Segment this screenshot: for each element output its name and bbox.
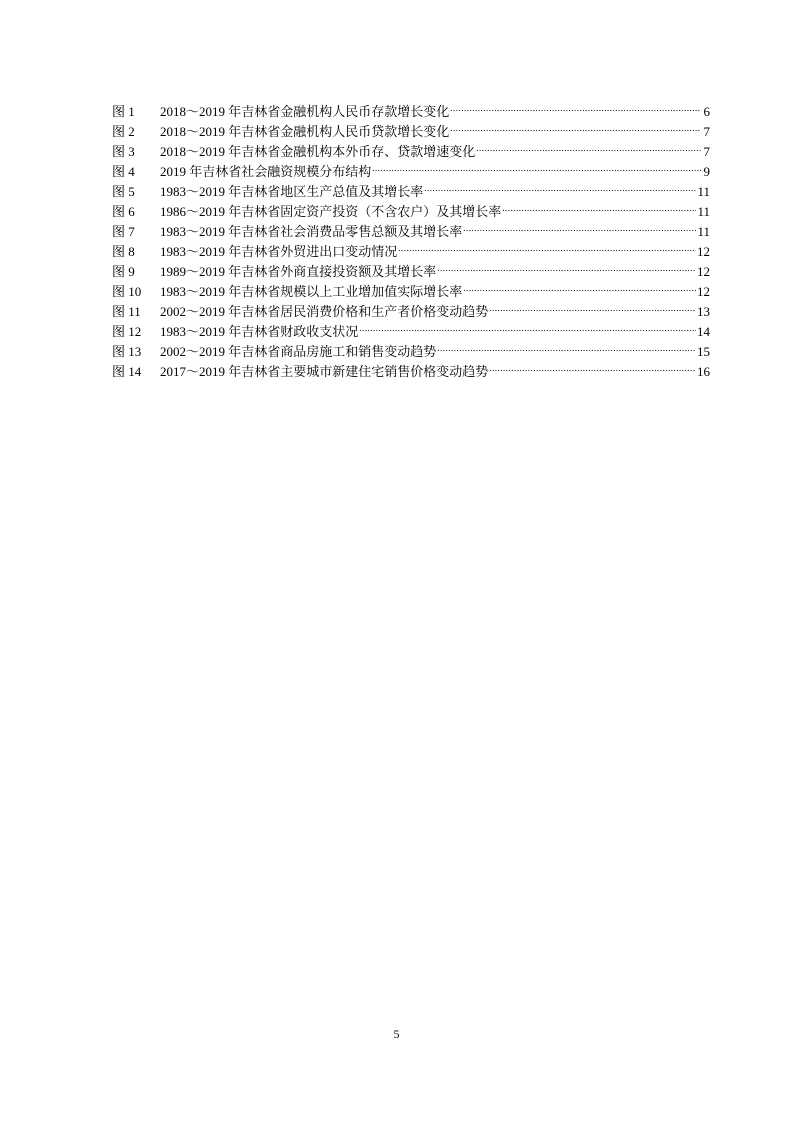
figure-list xyxy=(112,96,710,379)
figure-label: 图 12 xyxy=(112,324,142,339)
dot-leader xyxy=(463,276,696,296)
figure-page-number: 7 xyxy=(703,144,710,159)
figure-title: 2018～2019 年吉林省金融机构人民币贷款增长变化 xyxy=(160,124,450,139)
figure-label: 图 4 xyxy=(112,164,135,179)
figure-title: 1983～2019 年吉林省财政收支状况 xyxy=(160,324,359,339)
figure-label: 图 7 xyxy=(112,224,135,239)
figure-label: 图 13 xyxy=(112,344,142,359)
figure-label: 图 9 xyxy=(112,264,135,279)
figure-label: 图 10 xyxy=(112,284,142,299)
dot-leader xyxy=(359,316,696,336)
figure-title: 2018～2019 年吉林省金融机构人民币存款增长变化 xyxy=(160,104,450,119)
figure-label: 图 8 xyxy=(112,244,135,259)
figure-label: 图 1 xyxy=(112,104,135,119)
figure-page-number: 16 xyxy=(697,364,710,379)
figure-title: 1983～2019 年吉林省外贸进出口变动情况 xyxy=(160,244,398,259)
dot-leader xyxy=(437,256,696,276)
figure-page-number: 12 xyxy=(697,284,710,299)
figure-page-number: 11 xyxy=(697,204,710,219)
figure-label: 图 2 xyxy=(112,124,135,139)
figure-title: 2018～2019 年吉林省金融机构本外币存、贷款增速变化 xyxy=(160,144,476,159)
dot-leader xyxy=(489,356,696,376)
figure-page-number: 12 xyxy=(697,264,710,279)
dot-leader xyxy=(424,176,696,196)
figure-title: 2002～2019 年吉林省居民消费价格和生产者价格变动趋势 xyxy=(160,304,489,319)
figure-page-number: 15 xyxy=(697,344,710,359)
figure-page-number: 11 xyxy=(697,184,710,199)
figure-title: 1983～2019 年吉林省规模以上工业增加值实际增长率 xyxy=(160,284,463,299)
figure-page-number: 13 xyxy=(697,304,710,319)
figure-label: 图 5 xyxy=(112,184,135,199)
figure-label: 图 14 xyxy=(112,364,142,379)
dot-leader xyxy=(372,156,701,176)
figure-page-number: 14 xyxy=(697,324,710,339)
figure-page-number: 12 xyxy=(697,244,710,259)
figure-title: 2019 年吉林省社会融资规模分布结构 xyxy=(160,164,372,179)
dot-leader xyxy=(476,136,701,156)
figure-label: 图 11 xyxy=(112,304,141,319)
toc-entry[interactable] xyxy=(112,96,710,119)
figure-title: 2017～2019 年吉林省主要城市新建住宅销售价格变动趋势 xyxy=(160,364,489,379)
figure-page-number: 9 xyxy=(703,164,710,179)
page-number: 5 xyxy=(393,1027,400,1041)
dot-leader xyxy=(489,296,696,316)
dot-leader xyxy=(502,196,696,216)
dot-leader xyxy=(450,116,701,136)
dot-leader xyxy=(450,96,701,116)
dot-leader xyxy=(463,216,696,236)
dot-leader xyxy=(398,236,696,256)
figure-page-number: 7 xyxy=(703,124,710,139)
dot-leader xyxy=(437,336,696,356)
figure-page-number: 11 xyxy=(697,224,710,239)
figure-title: 2002～2019 年吉林省商品房施工和销售变动趋势 xyxy=(160,344,437,359)
figure-label: 图 6 xyxy=(112,204,135,219)
figure-title: 1983～2019 年吉林省社会消费品零售总额及其增长率 xyxy=(160,224,463,239)
figure-label: 图 3 xyxy=(112,144,135,159)
figure-title: 1986～2019 年吉林省固定资产投资（不含农户）及其增长率 xyxy=(160,204,502,219)
figure-title: 1989～2019 年吉林省外商直接投资额及其增长率 xyxy=(160,264,437,279)
figure-page-number: 6 xyxy=(703,104,710,119)
figure-title: 1983～2019 年吉林省地区生产总值及其增长率 xyxy=(160,184,424,199)
